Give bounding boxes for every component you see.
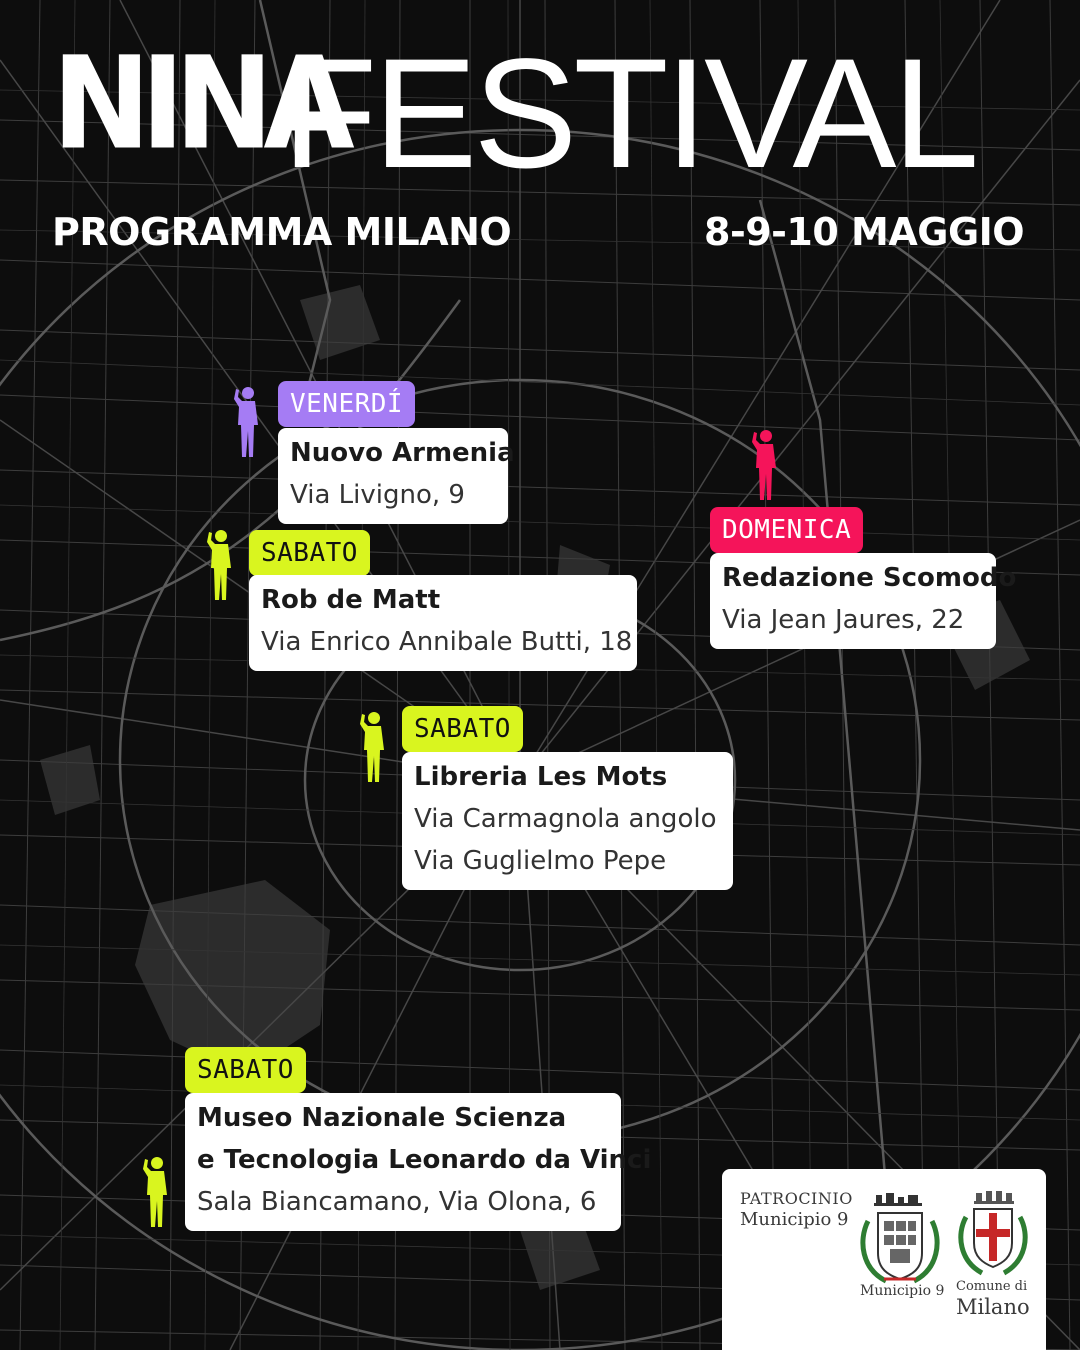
venue-address: Sala Biancamano, Via Olona, 6: [197, 1187, 597, 1217]
person-marker-lime-icon: [139, 1155, 171, 1229]
festival-title: FESTIVAL: [282, 27, 976, 201]
venue-address: Via Carmagnola angolo: [414, 804, 717, 834]
municipio-caption: Municipio 9: [860, 1283, 945, 1299]
festival-dates: 8-9-10 MAGGIO: [704, 210, 1025, 254]
day-badge-saturday: SABATO: [402, 706, 523, 752]
person-marker-purple-icon: [230, 385, 262, 459]
sponsor-box: [722, 1169, 1046, 1350]
comune-caption: Comune di: [956, 1279, 1028, 1294]
venue-address: Via Enrico Annibale Butti, 18: [261, 627, 633, 657]
municipio-9-crest-icon: [856, 1191, 944, 1287]
venue-card-rob-de-matt: [249, 575, 637, 671]
day-badge-sunday: DOMENICA: [710, 507, 863, 553]
comune-milano-crest-icon: [956, 1191, 1030, 1279]
milano-caption: Milano: [956, 1295, 1030, 1319]
program-subtitle: PROGRAMMA MILANO: [52, 210, 512, 254]
festival-logo-nina: NINA: [52, 28, 345, 178]
day-badge-saturday: SABATO: [185, 1047, 306, 1093]
day-badge-friday: VENERDÍ: [278, 381, 415, 427]
venue-card-libreria-les-mots: [402, 752, 733, 890]
venue-card-nuovo-armenia: [278, 428, 515, 524]
venue-address: Via Jean Jaures, 22: [722, 605, 965, 635]
venue-address: Via Livigno, 9: [290, 480, 465, 510]
venue-name: Nuovo Armenia: [290, 438, 515, 468]
venue-name: Museo Nazionale Scienza: [197, 1103, 567, 1133]
venue-address: Via Guglielmo Pepe: [414, 846, 667, 876]
venue-card-redazione-scomodo: [710, 553, 1017, 649]
venue-name: Rob de Matt: [261, 585, 441, 615]
venue-name: e Tecnologia Leonardo da Vinci: [197, 1145, 652, 1175]
day-badge-saturday: SABATO: [249, 530, 370, 576]
person-marker-pink-icon: [748, 428, 780, 502]
patronage-label: PATROCINIO: [740, 1189, 853, 1208]
venue-card-museo-scienza: [185, 1093, 652, 1231]
patronage-entity: Municipio 9: [740, 1209, 849, 1230]
person-marker-lime-icon: [203, 528, 235, 602]
venue-name: Redazione Scomodo: [722, 563, 1017, 593]
venue-name: Libreria Les Mots: [414, 762, 668, 792]
person-marker-lime-icon: [356, 710, 388, 784]
